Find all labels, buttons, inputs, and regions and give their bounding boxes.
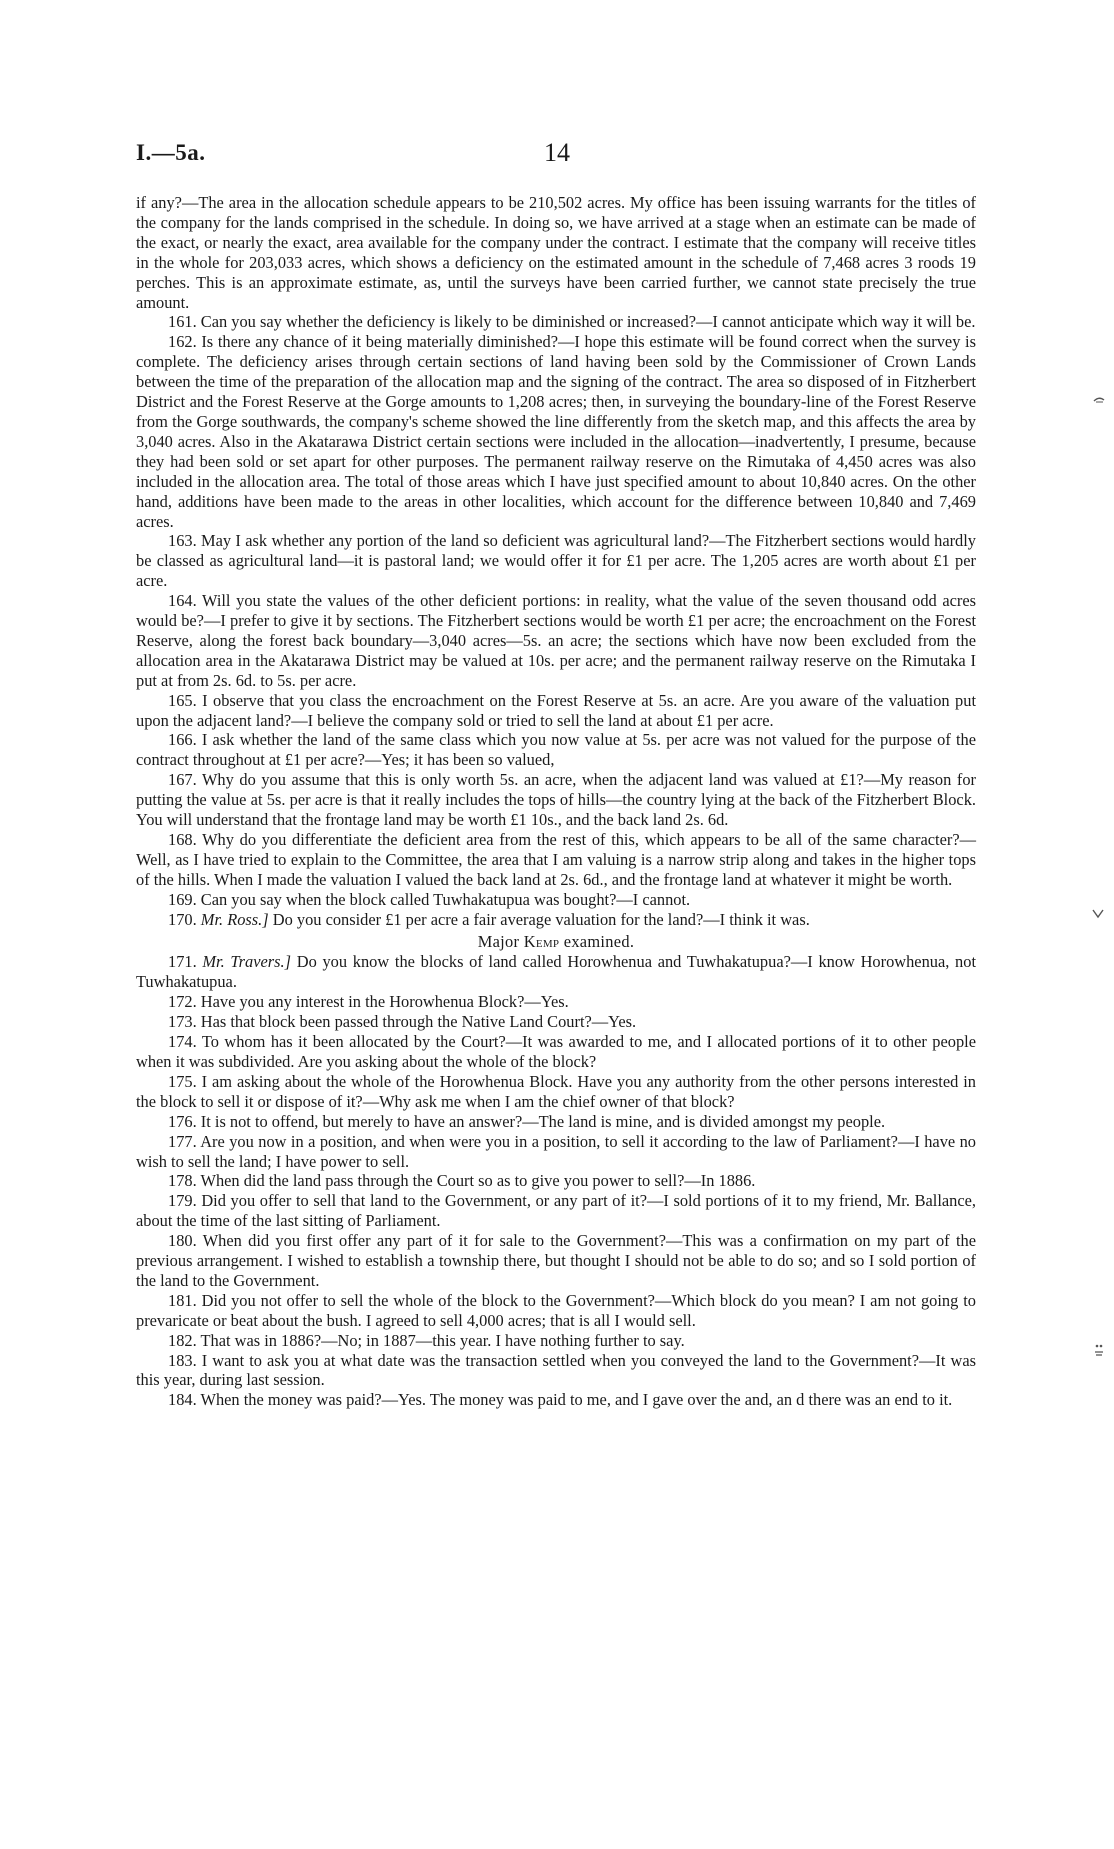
- question-text: Do you know the blocks of land called Horowhenua and Tuwhakatupua?—I know Horowhenua, not Tuwhakatupua.: [136, 952, 976, 992]
- paragraph: 176. It is not to offend, but merely to have an answer?—The land is mine, and is divided amongst my people.: [168, 1111, 886, 1131]
- paragraph: 181. Did you not offer to sell the whole of the block to the Government?—Which block do you mean? I am not going to prevaricate or beat about the bush. I agreed to sell 4,000 acres; that is all I would sell.: [136, 1290, 976, 1330]
- heading-prefix: Major: [477, 931, 524, 951]
- paragraph: 169. Can you say when the block called Tuwhakatupua was bought?—I cannot.: [168, 889, 691, 909]
- question-number: 171.: [168, 952, 197, 972]
- heading-suffix: examined.: [559, 931, 635, 951]
- paragraph: 162. Is there any chance of it being materially diminished?—I hope this estimate will be found correct when the survey is complete. The deficiency arises through certain sections of land having been sold by the Commissioner of Crown Lands between the time of the preparation of the allocation map and the signing of the contract. The area so disposed of in Fitzherbert District and the Forest Reserve at the Gorge amounts to 1,208 acres; then, in surveying the boundary-line of the Forest Reserve from the Gorge southwards, the company's scheme showed the line differently from the sketch map, and this affects the area by 3,040 acres. Also in the Akatarawa District certain sections were included in the allocation—inadvertently, I presume, because they had been sold or set apart for other purposes. The permanent railway reserve on the Rimutaka of 4,450 acres was also included in the allocation area. The total of those areas which I have just specified amount to about 10,840 acres. On the other hand, additions have been made to the areas in other localities, which account for the difference between 10,840 and 7,469 acres.: [136, 332, 976, 531]
- witness-name: Kemp: [523, 931, 560, 951]
- paragraph: 165. I observe that you class the encroachment on the Forest Reserve at 5s. an acre. Are you aware of the valuation put upon the adjacent land?—I believe the company sold or tried to sell the land at about £1 per acre.: [136, 690, 976, 730]
- question-text: Do you consider £1 per acre a fair average valuation for the land?—I think it was.: [268, 909, 810, 929]
- paragraph: 184. When the money was paid?—Yes. The money was paid to me, and I gave over the and, an d there was an end to it.: [168, 1390, 953, 1410]
- paragraph: 177. Are you now in a position, and when were you in a position, to sell it according to the law of Parliament?—I have no wish to sell the land; I have power to sell.: [136, 1131, 976, 1171]
- speaker-name: Mr. Ross.]: [200, 909, 269, 929]
- paragraph: 172. Have you any interest in the Horowhenua Block?—Yes.: [168, 992, 569, 1012]
- paragraph: 178. When did the land pass through the Court so as to give you power to sell?—In 1886.: [168, 1171, 756, 1191]
- paragraph: [136, 910, 976, 930]
- paragraph: 175. I am asking about the whole of the Horowhenua Block. Have you any authority from the other persons interested in the block to sell it or dispose of it?—Why ask me when I am the chief owner of that block?: [136, 1071, 976, 1111]
- paragraph: if any?—The area in the allocation schedule appears to be 210,502 acres. My office has been issuing warrants for the titles of the company for the lands comprised in the schedule. In doing so, we have arrived at a stage when an estimate can be made of the exact, or nearly the exact, area available for the company under the contract. I estimate that the company will receive titles in the whole for 203,033 acres, which shows a deficiency on the estimated amount in the schedule of 7,468 acres 3 roods 19 perches. This is an approximate estimate, as, until the surveys have been carried further, we cannot state precisely the true amount.: [136, 193, 976, 312]
- paragraph: 179. Did you offer to sell that land to the Government, or any part of it?—I sold portions of it to my friend, Mr. Ballance, about the time of the last sitting of Parliament.: [136, 1191, 976, 1231]
- evidence-text: [136, 193, 976, 1410]
- margin-mark: [1091, 907, 1105, 919]
- paragraph: 182. That was in 1886?—No; in 1887—this year. I have nothing further to say.: [168, 1330, 685, 1350]
- paragraph: 180. When did you first offer any part of it for sale to the Government?—This was a confirmation on my part of the previous arrangement. I wished to establish a township there, but thought I should not be able to do so; and so I sold portion of the land to the Government.: [136, 1231, 976, 1290]
- paragraph: 183. I want to ask you at what date was the transaction settled when you conveyed the land to the Government?—It was this year, during last session.: [136, 1350, 976, 1390]
- page-header: [136, 140, 976, 176]
- paragraph: 164. Will you state the values of the other deficient portions: in reality, what the value of the seven thousand odd acres would be?—I prefer to give it by sections. The Fitzherbert sections would be worth £1 per acre; the encroachment on the Forest Reserve, along the forest back boundary—3,040 acres—5s. an acre; the sections which have now been excluded from the allocation area in the Akatarawa District may be valued at 10s. per acre; and the permanent railway reserve on the Rimutaka I put at from 2s. 6d. to 5s. per acre.: [136, 591, 976, 690]
- paragraph: 166. I ask whether the land of the same class which you now value at 5s. per acre was not valued for the purpose of the contract throughout at £1 per acre?—Yes; it has been so valued,: [136, 730, 976, 770]
- section-heading: [136, 932, 976, 952]
- margin-mark: [1093, 1343, 1105, 1357]
- paragraph: 174. To whom has it been allocated by the Court?—It was awarded to me, and I allocated portions of it to other people when it was subdivided. Are you asking about the whole of the block?: [136, 1032, 976, 1071]
- page-number: 14: [544, 138, 570, 167]
- paragraph: [136, 952, 976, 992]
- margin-mark: [1092, 394, 1106, 404]
- question-number: 170.: [168, 909, 197, 929]
- document-reference: I.—5a.: [136, 140, 206, 165]
- paragraph: 173. Has that block been passed through the Native Land Court?—Yes.: [168, 1012, 637, 1032]
- paragraph: 168. Why do you differentiate the deficient area from the rest of this, which appears to be all of the same character?—Well, as I have tried to explain to the Committee, the area that I am valuing is a narrow strip along and takes in the higher tops of the hills. When I made the valuation I valued the back land at 2s. 6d., and the frontage land at whatever it might be worth.: [136, 830, 976, 889]
- paragraph: 161. Can you say whether the deficiency is likely to be diminished or increased?—I cannot anticipate which way it will be.: [168, 312, 976, 332]
- paragraph: 163. May I ask whether any portion of the land so deficient was agricultural land?—The Fitzherbert sections would hardly be classed as agricultural land—it is pastoral land; we would offer it for £1 per acre. The 1,205 acres are worth about £1 per acre.: [136, 531, 976, 591]
- paragraph: 167. Why do you assume that this is only worth 5s. an acre, when the adjacent land was valued at £1?—My reason for putting the value at 5s. per acre is that it really includes the tops of hills—the country lying at the back of the Fitzherbert Block. You will understand that the frontage land may be worth £1 10s., and the back land 2s. 6d.: [136, 770, 976, 830]
- speaker-name: Mr. Travers.]: [202, 952, 292, 972]
